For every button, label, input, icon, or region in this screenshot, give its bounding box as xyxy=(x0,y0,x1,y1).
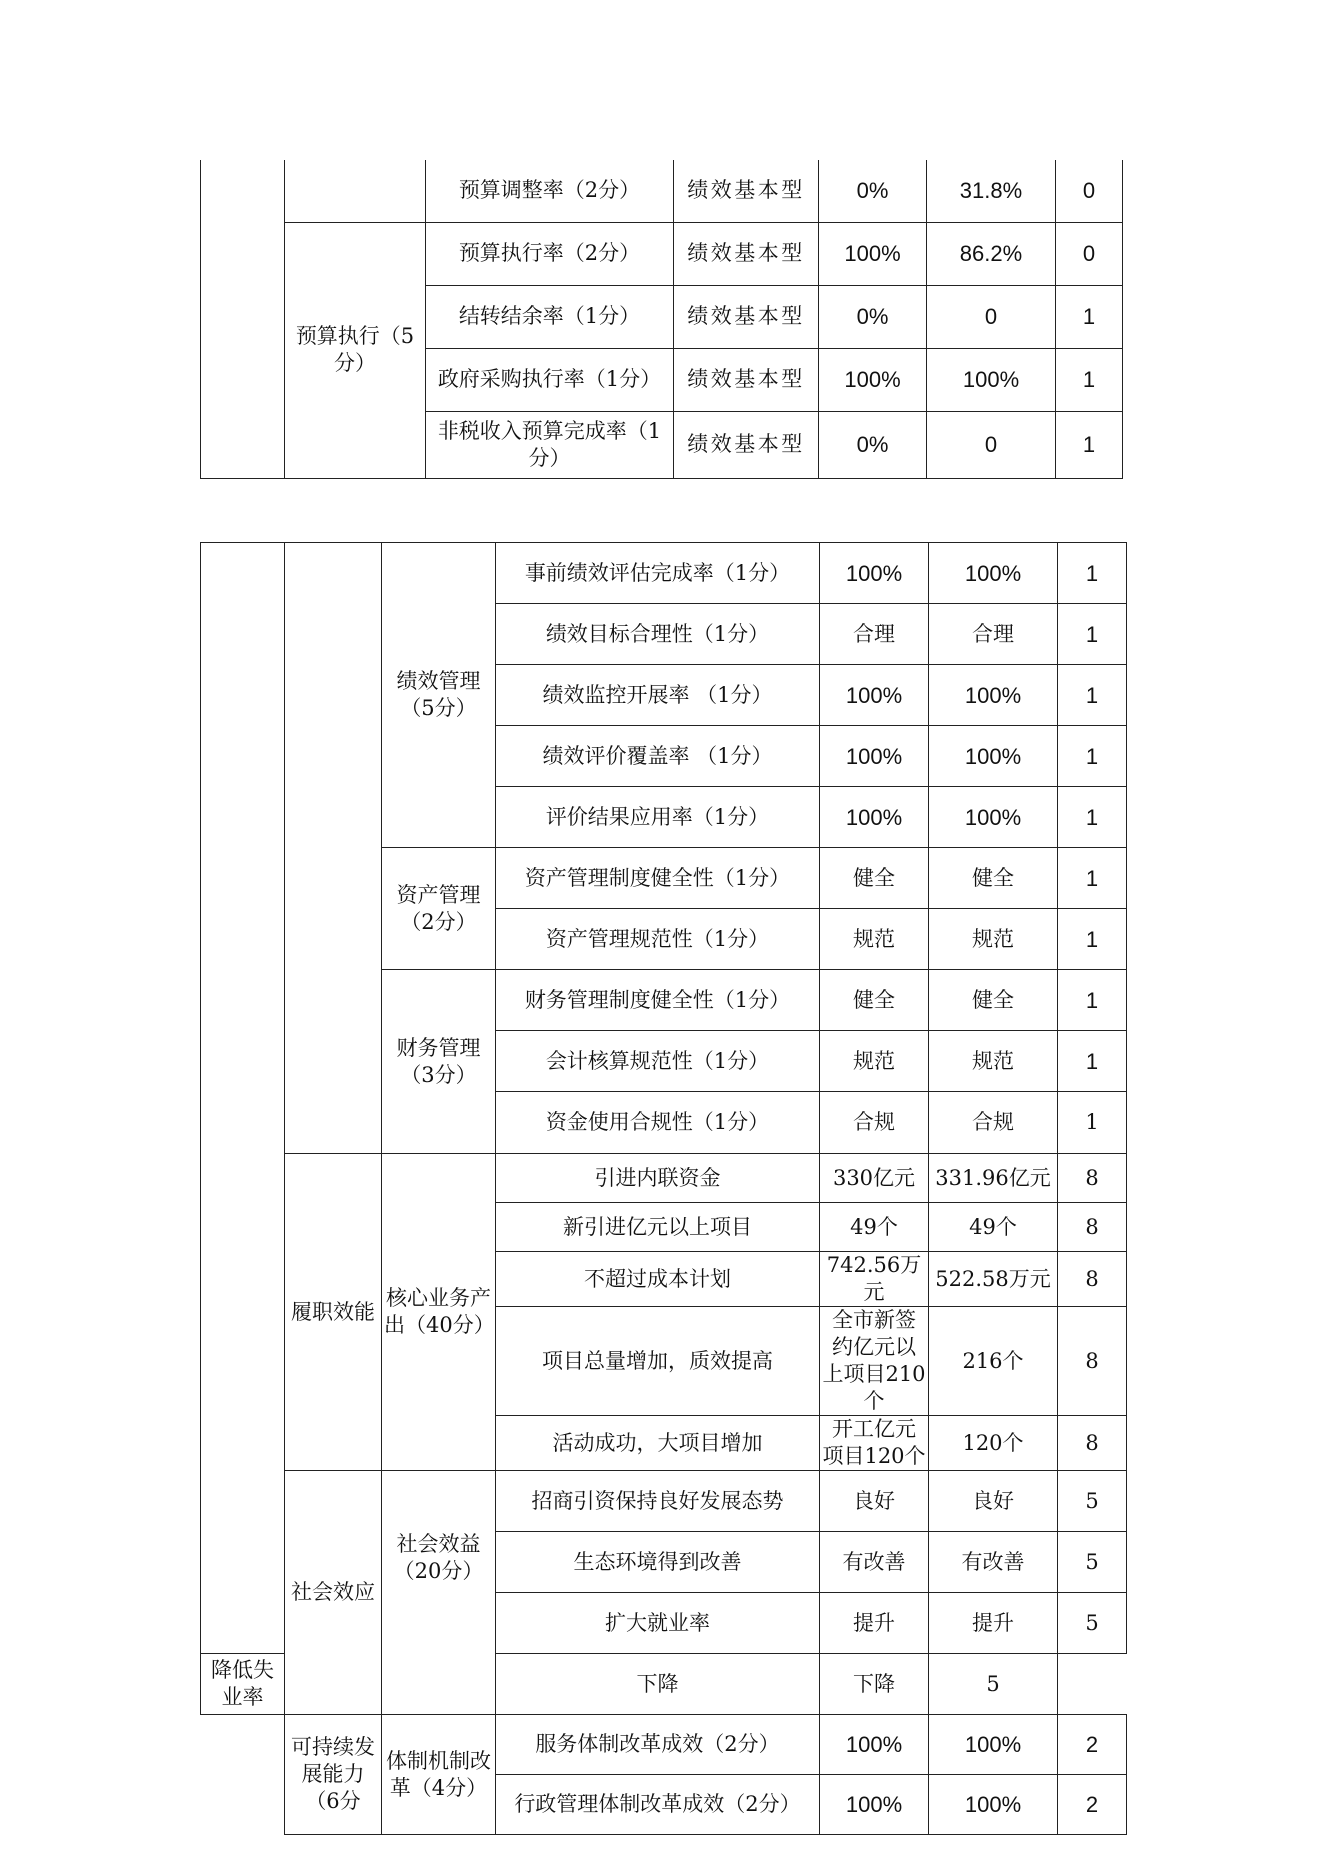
actual-cell: 0 xyxy=(927,285,1056,348)
actual-cell: 规范 xyxy=(929,1031,1058,1092)
indicator-cell: 不超过成本计划 xyxy=(496,1252,820,1307)
score-cell: 0 xyxy=(1056,160,1123,222)
actual-cell: 0 xyxy=(927,411,1056,478)
actual-cell: 100% xyxy=(929,543,1058,604)
score-cell: 1 xyxy=(1058,909,1127,970)
target-cell: 健全 xyxy=(820,970,929,1031)
target-cell: 100% xyxy=(820,665,929,726)
target-cell: 下降 xyxy=(496,1654,820,1715)
actual-cell: 合理 xyxy=(929,604,1058,665)
indicator-cell: 生态环境得到改善 xyxy=(496,1532,820,1593)
target-cell: 0% xyxy=(819,411,927,478)
type-cell: 绩效基本型 xyxy=(674,160,819,222)
score-cell: 1 xyxy=(1058,726,1127,787)
actual-cell: 100% xyxy=(927,348,1056,411)
actual-cell: 100% xyxy=(929,1715,1058,1775)
type-cell: 绩效基本型 xyxy=(674,285,819,348)
category-label: 财务管理（3分） xyxy=(382,970,496,1154)
category-label: 资产管理（2分） xyxy=(382,848,496,970)
indicator-cell: 引进内联资金 xyxy=(496,1154,820,1203)
target-cell: 330亿元 xyxy=(820,1154,929,1203)
indicator-cell: 资产管理制度健全性（1分） xyxy=(496,848,820,909)
indicator-cell: 事前绩效评估完成率（1分） xyxy=(496,543,820,604)
score-cell: 1 xyxy=(1058,543,1127,604)
actual-cell: 49个 xyxy=(929,1203,1058,1252)
budget-execution-table xyxy=(200,160,1123,479)
target-cell: 100% xyxy=(820,726,929,787)
score-cell: 8 xyxy=(1058,1203,1127,1252)
score-cell: 1 xyxy=(1058,848,1127,909)
actual-cell: 合规 xyxy=(929,1092,1058,1154)
score-cell: 1 xyxy=(1056,285,1123,348)
actual-cell: 331.96亿元 xyxy=(929,1154,1058,1203)
target-cell: 100% xyxy=(820,1715,929,1775)
score-cell: 0 xyxy=(1056,222,1123,285)
actual-cell: 86.2% xyxy=(927,222,1056,285)
indicator-cell: 非税收入预算完成率（1分） xyxy=(426,411,674,478)
category-label: 绩效管理（5分） xyxy=(382,543,496,848)
table-row xyxy=(201,1471,1127,1532)
score-cell: 8 xyxy=(1058,1154,1127,1203)
indicator-cell: 绩效目标合理性（1分） xyxy=(496,604,820,665)
performance-indicator-table xyxy=(200,542,1127,1835)
indicator-cell: 政府采购执行率（1分） xyxy=(426,348,674,411)
indicator-cell: 行政管理体制改革成效（2分） xyxy=(496,1775,820,1835)
score-cell: 1 xyxy=(1056,348,1123,411)
actual-cell: 216个 xyxy=(929,1307,1058,1416)
indicator-cell: 降低失业率 xyxy=(201,1654,285,1715)
actual-cell: 120个 xyxy=(929,1416,1058,1471)
target-cell: 健全 xyxy=(820,848,929,909)
target-cell: 100% xyxy=(820,787,929,848)
indicator-cell: 活动成功，大项目增加 xyxy=(496,1416,820,1471)
indicator-cell: 会计核算规范性（1分） xyxy=(496,1031,820,1092)
actual-cell: 100% xyxy=(929,787,1058,848)
score-cell: 5 xyxy=(929,1654,1058,1715)
actual-cell: 100% xyxy=(929,665,1058,726)
score-cell: 2 xyxy=(1058,1715,1127,1775)
indicator-cell: 新引进亿元以上项目 xyxy=(496,1203,820,1252)
target-cell: 规范 xyxy=(820,1031,929,1092)
score-cell: 1 xyxy=(1058,604,1127,665)
score-cell: 5 xyxy=(1058,1593,1127,1654)
empty-cell xyxy=(285,160,426,222)
target-cell: 全市新签约亿元以上项目210个 xyxy=(820,1307,929,1416)
score-cell: 1 xyxy=(1056,411,1123,478)
target-cell: 0% xyxy=(819,285,927,348)
indicator-cell: 财务管理制度健全性（1分） xyxy=(496,970,820,1031)
indicator-cell: 结转结余率（1分） xyxy=(426,285,674,348)
score-cell: 1 xyxy=(1058,970,1127,1031)
indicator-cell: 绩效评价覆盖率 （1分） xyxy=(496,726,820,787)
target-cell: 合规 xyxy=(820,1092,929,1154)
table-row xyxy=(201,222,1123,285)
dimension-label: 社会效应 xyxy=(285,1471,382,1715)
indicator-cell: 绩效监控开展率 （1分） xyxy=(496,665,820,726)
score-cell: 1 xyxy=(1058,1031,1127,1092)
target-cell: 合理 xyxy=(820,604,929,665)
target-cell: 规范 xyxy=(820,909,929,970)
type-cell: 绩效基本型 xyxy=(674,348,819,411)
actual-cell: 100% xyxy=(929,1775,1058,1835)
empty-cell xyxy=(201,160,285,478)
actual-cell: 100% xyxy=(929,726,1058,787)
score-cell: 8 xyxy=(1058,1252,1127,1307)
score-cell: 8 xyxy=(1058,1416,1127,1471)
actual-cell: 31.8% xyxy=(927,160,1056,222)
target-cell: 100% xyxy=(819,222,927,285)
target-cell: 742.56万元 xyxy=(820,1252,929,1307)
score-cell: 5 xyxy=(1058,1532,1127,1593)
category-label: 核心业务产出（40分） xyxy=(382,1154,496,1471)
target-cell: 良好 xyxy=(820,1471,929,1532)
indicator-cell: 评价结果应用率（1分） xyxy=(496,787,820,848)
indicator-cell: 资产管理规范性（1分） xyxy=(496,909,820,970)
actual-cell: 下降 xyxy=(820,1654,929,1715)
empty-cell xyxy=(201,543,285,1654)
category-label: 社会效益（20分） xyxy=(382,1471,496,1715)
indicator-cell: 扩大就业率 xyxy=(496,1593,820,1654)
target-cell: 100% xyxy=(820,1775,929,1835)
type-cell: 绩效基本型 xyxy=(674,411,819,478)
actual-cell: 健全 xyxy=(929,970,1058,1031)
actual-cell: 提升 xyxy=(929,1593,1058,1654)
target-cell: 有改善 xyxy=(820,1532,929,1593)
table-row xyxy=(201,1715,1127,1775)
empty-cell xyxy=(285,543,382,1154)
score-cell: 5 xyxy=(1058,1471,1127,1532)
score-cell: 2 xyxy=(1058,1775,1127,1835)
indicator-cell: 资金使用合规性（1分） xyxy=(496,1092,820,1154)
category-label: 体制机制改革（4分） xyxy=(382,1715,496,1835)
score-cell: 1 xyxy=(1058,787,1127,848)
score-cell: 8 xyxy=(1058,1307,1127,1416)
target-cell: 49个 xyxy=(820,1203,929,1252)
score-cell: 1 xyxy=(1058,665,1127,726)
actual-cell: 良好 xyxy=(929,1471,1058,1532)
target-cell: 0% xyxy=(819,160,927,222)
table-row xyxy=(201,543,1127,604)
target-cell: 100% xyxy=(820,543,929,604)
dimension-label: 履职效能 xyxy=(285,1154,382,1471)
table-row xyxy=(201,1154,1127,1203)
table-row xyxy=(201,160,1123,222)
indicator-cell: 服务体制改革成效（2分） xyxy=(496,1715,820,1775)
actual-cell: 522.58万元 xyxy=(929,1252,1058,1307)
actual-cell: 规范 xyxy=(929,909,1058,970)
actual-cell: 健全 xyxy=(929,848,1058,909)
indicator-cell: 项目总量增加，质效提高 xyxy=(496,1307,820,1416)
target-cell: 提升 xyxy=(820,1593,929,1654)
indicator-cell: 预算执行率（2分） xyxy=(426,222,674,285)
dimension-label: 可持续发展能力（6分 xyxy=(285,1715,382,1835)
actual-cell: 有改善 xyxy=(929,1532,1058,1593)
indicator-cell: 预算调整率（2分） xyxy=(426,160,674,222)
type-cell: 绩效基本型 xyxy=(674,222,819,285)
target-cell: 100% xyxy=(819,348,927,411)
group-label: 预算执行（5分） xyxy=(285,222,426,478)
indicator-cell: 招商引资保持良好发展态势 xyxy=(496,1471,820,1532)
score-cell: 1 xyxy=(1058,1092,1127,1154)
empty-cell xyxy=(201,1715,285,1835)
target-cell: 开工亿元项目120个 xyxy=(820,1416,929,1471)
